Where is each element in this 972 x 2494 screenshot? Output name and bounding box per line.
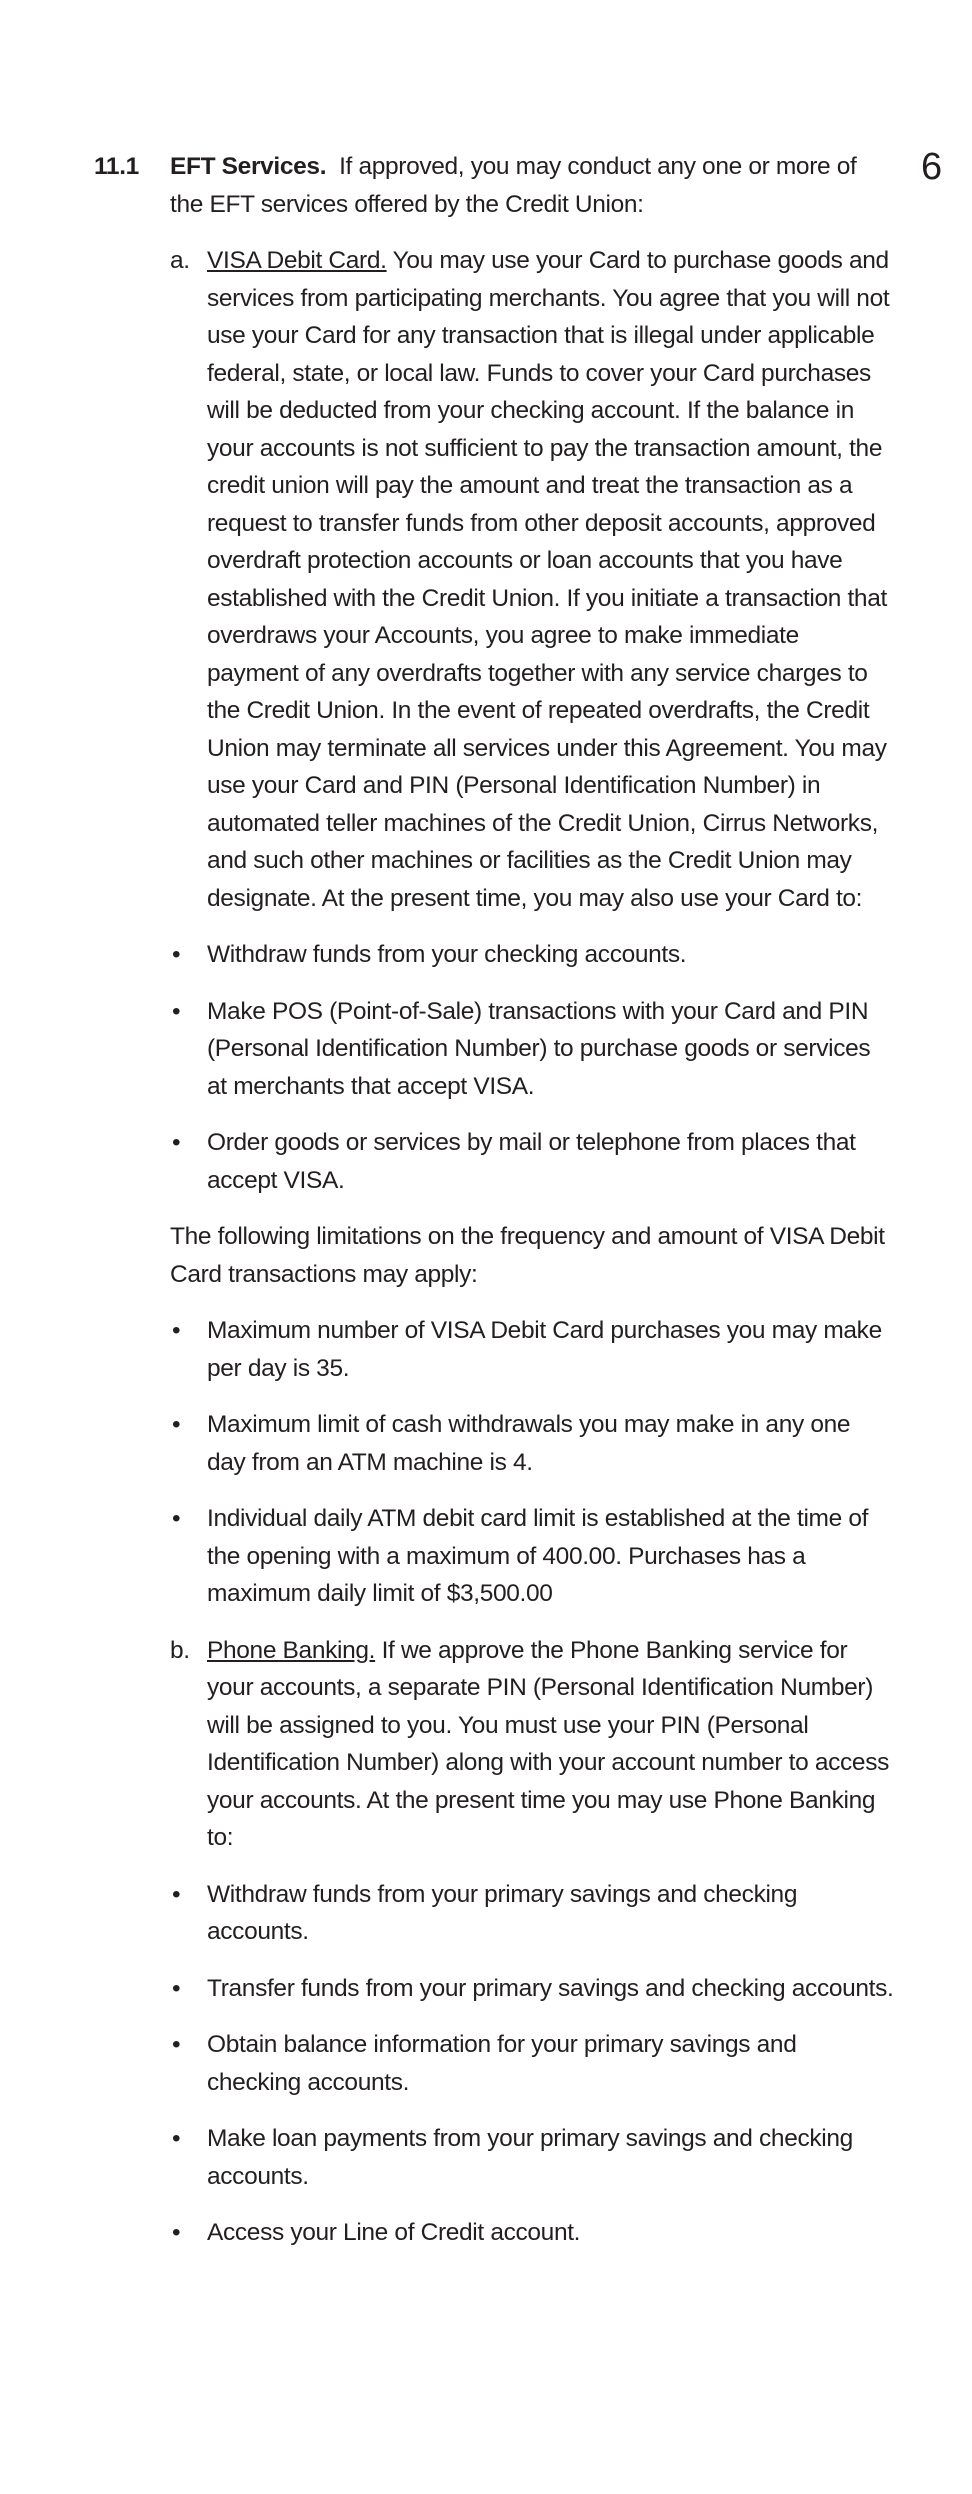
list-item bbox=[170, 1406, 894, 1481]
bullet-icon: • bbox=[172, 2219, 181, 2246]
bullet-text: Maximum limit of cash withdrawals you may make in any one day from an ATM machine is 4. bbox=[207, 1411, 851, 1476]
list-item bbox=[170, 2120, 894, 2195]
list-item bbox=[170, 1500, 894, 1613]
list-item bbox=[170, 1876, 894, 1951]
item-a-title: VISA Debit Card. bbox=[207, 247, 387, 274]
bullet-icon: • bbox=[172, 1974, 181, 2002]
item-a-visa-debit-card bbox=[170, 242, 894, 917]
list-item bbox=[170, 2026, 894, 2101]
bullet-icon: • bbox=[172, 2125, 181, 2152]
bullet-icon: • bbox=[172, 1505, 181, 1532]
bullet-text: Transfer funds from your primary savings and checking accounts. bbox=[207, 1974, 894, 2002]
bullet-icon: • bbox=[172, 1317, 181, 1344]
list-item bbox=[170, 936, 894, 974]
bullet-text: Access your Line of Credit account. bbox=[207, 2219, 581, 2246]
bullet-text: Obtain balance information for your primary savings and checking accounts. bbox=[207, 2031, 797, 2096]
list-item bbox=[170, 993, 894, 1106]
item-a-letter: a. bbox=[170, 247, 190, 274]
item-b-title: Phone Banking. bbox=[207, 1636, 376, 1664]
item-b-phone-banking bbox=[170, 1632, 894, 1857]
list-item bbox=[170, 1124, 894, 1199]
bullet-icon: • bbox=[172, 1411, 181, 1438]
section-number: 11.1 bbox=[94, 153, 139, 180]
section-title: EFT Services. bbox=[170, 153, 327, 180]
limitations-intro: The following limitations on the frequency and amount of VISA Debit Card transactions may apply: bbox=[170, 1223, 885, 1288]
section-intro-paragraph bbox=[170, 148, 894, 223]
section-eft-services bbox=[94, 148, 894, 2252]
bullet-text: Make POS (Point-of-Sale) transactions with your Card and PIN (Personal Identification Number) to purchase goods or services at merchants that accept VISA. bbox=[207, 997, 871, 1100]
bullet-text: Individual daily ATM debit card limit is established at the time of the opening with a maximum of 400.00. Purchases has a maximum daily limit of $3,500.00 bbox=[207, 1505, 869, 1607]
bullet-text: Make loan payments from your primary savings and checking accounts. bbox=[207, 2125, 853, 2190]
bullet-icon: • bbox=[172, 1880, 181, 1908]
item-a-text: You may use your Card to purchase goods and services from participating merchants. You agree that you will not use your Card for any transaction that is illegal under applicable federal, state, or local law. Funds to cover your Card purchases will be deducted from your checking account. If the balance in your accounts is not sufficient to pay the transaction amount, the credit union will pay the amount and treat the transaction as a request to transfer funds from other deposit accounts, approved overdraft protection accounts or loan accounts that you have established with the Credit Union. If you initiate a transaction that overdraws your Accounts, you agree to make immediate payment of any overdrafts together with any service charges to the Credit Union. In the event of repeated overdrafts, the Credit Union may terminate all services under this Agreement. You may use your Card and PIN (Personal Identification Number) in automated teller machines of the Credit Union, Cirrus Networks, and such other machines or facilities as the Credit Union may designate. At the present time, you may also use your Card to: bbox=[207, 247, 890, 912]
bullet-icon: • bbox=[172, 1129, 181, 1156]
bullet-text: Order goods or services by mail or telephone from places that accept VISA. bbox=[207, 1129, 856, 1194]
list-item bbox=[170, 2214, 894, 2252]
bullet-icon: • bbox=[172, 2031, 181, 2058]
item-b-letter: b. bbox=[170, 1636, 190, 1664]
list-item bbox=[170, 1312, 894, 1387]
bullet-text: Maximum number of VISA Debit Card purchases you may make per day is 35. bbox=[207, 1317, 882, 1382]
item-b-paragraph bbox=[207, 1632, 894, 1857]
section-heading bbox=[94, 148, 894, 223]
item-a-paragraph bbox=[207, 242, 894, 917]
bullet-icon: • bbox=[172, 997, 181, 1025]
item-b-text: If we approve the Phone Banking service for your accounts, a separate PIN (Personal Identification Number) will be assigned to you. You must use your PIN (Personal Identification Number) along with your account number to access your accounts. At the present time you may use Phone Banking to: bbox=[207, 1636, 890, 1851]
bullet-text: Withdraw funds from your primary savings and checking accounts. bbox=[207, 1880, 798, 1945]
bullet-icon: • bbox=[172, 941, 181, 968]
bullet-text: Withdraw funds from your checking accounts. bbox=[207, 941, 687, 968]
page-number: 6 bbox=[921, 146, 943, 188]
section-intro: If approved, you may conduct any one or more of the EFT services offered by the Credit Union: bbox=[170, 153, 857, 218]
section-content bbox=[170, 242, 894, 2252]
list-item bbox=[170, 1970, 894, 2008]
